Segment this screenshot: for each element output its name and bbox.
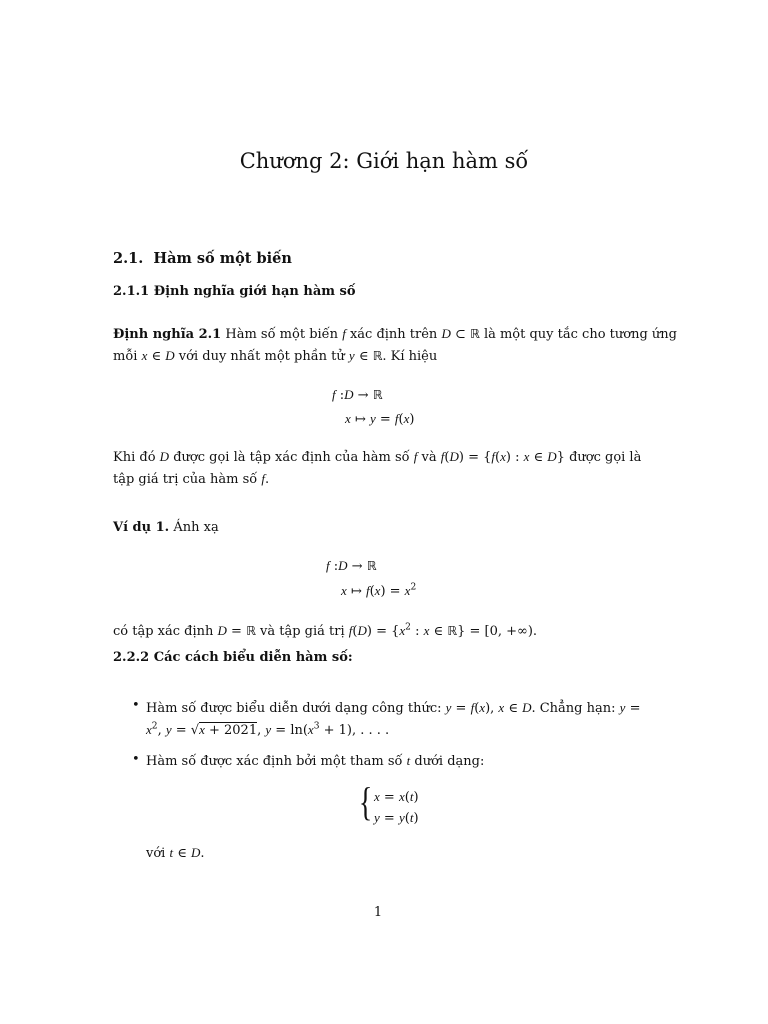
paragraph-text: và [421,450,437,465]
definition-text: mỗi [113,349,138,364]
example-label: Ví dụ 1. [113,520,170,535]
bullet-text: Chẳng hạn: [539,701,616,716]
example-result-line: có tập xác định D = ℝ và tập giá trị $f(D) = \{x^2$ : x ∈ ℝ} = [0, +∞). [113,622,538,639]
paragraph-line-1: Khi đó D được gọi là tập xác định của hàm số f và f(D) = {f(x) : x ∈ D} được gọi là [113,449,642,465]
section-title: Hàm số một biến [153,250,292,267]
bullet-text: với [146,846,166,861]
subsection-title: Định nghĩa giới hạn hàm số [153,284,356,299]
paragraph-text: được gọi là [569,450,642,465]
bullet-marker: • [132,698,140,713]
math-map-1: f :D → ℝ [332,387,383,403]
definition-line-2: mỗi x ∈ D với duy nhất một phần tử y ∈ ℝ. Kí hiệu [113,348,438,364]
left-brace: { [358,779,373,824]
math-map-4: x ↦ $f(x) = x^2$ [341,582,417,599]
bullet-1-line-2: $x^2$, y = √x + 2021, $y = \ln(x^3 + 1)$, . . . . [146,721,390,738]
paragraph-text: tập giá trị của hàm số [113,472,258,487]
example-result-text: và tập giá trị [260,624,345,639]
example-text: Ánh xạ [173,520,219,535]
system-eq-2: y = y(t) [374,810,419,826]
definition-text: với duy nhất một phần tử [178,349,345,364]
bullet-2-line-1: Hàm số được xác định bởi một tham số t dưới dạng: [146,753,485,769]
math-map-2: x ↦ y = f(x) [345,411,415,427]
bullet-marker: • [132,752,140,767]
paragraph-text: Khi đó [113,450,156,465]
definition-text: Hàm số một biến [225,327,339,342]
subsection-heading-2 [113,650,353,665]
system-eq-1: x = x(t) [374,789,419,805]
chapter-title: Chương 2: Giới hạn hàm số [239,149,529,173]
example-heading [113,517,219,539]
page-number: 1 [373,905,383,920]
definition-text: . Kí hiệu [382,349,438,364]
definition-text: xác định trên [349,327,438,342]
definition-line-1: Định nghĩa 2.1 Hàm số một biến f xác định trên D ⊂ ℝ là một quy tắc cho tương ứng [113,326,677,342]
bullet-text: dưới dạng: [414,754,485,769]
bullet-text: Hàm số được biểu diễn dưới dạng công thức: [146,701,442,716]
subsection-number: 2.1.1 [113,284,150,299]
section-number: 2.1. [113,250,144,267]
subsection-heading-1 [113,284,356,299]
paragraph-text: được gọi là tập xác định của hàm số [173,450,410,465]
bullet-1-line-1: Hàm số được biểu diễn dưới dạng công thức: y = f(x), x ∈ D. Chẳng hạn: y = [146,700,641,716]
subsection-number: 2.2.2 [113,650,150,665]
after-system-line: với t ∈ D. [146,845,205,861]
definition-text: là một quy tắc cho tương ứng [483,327,677,342]
paragraph-text: . [265,472,270,487]
paragraph-line-2: tập giá trị của hàm số f. [113,471,270,487]
subsection-title: Các cách biểu diễn hàm số: [153,650,353,665]
definition-label: Định nghĩa 2.1 [113,327,222,342]
bullet-text: Hàm số được xác định bởi một tham số [146,754,403,769]
math-map-3: f :D → ℝ [326,558,377,574]
example-result-text: có tập xác định [113,624,214,639]
section-heading [113,250,292,267]
